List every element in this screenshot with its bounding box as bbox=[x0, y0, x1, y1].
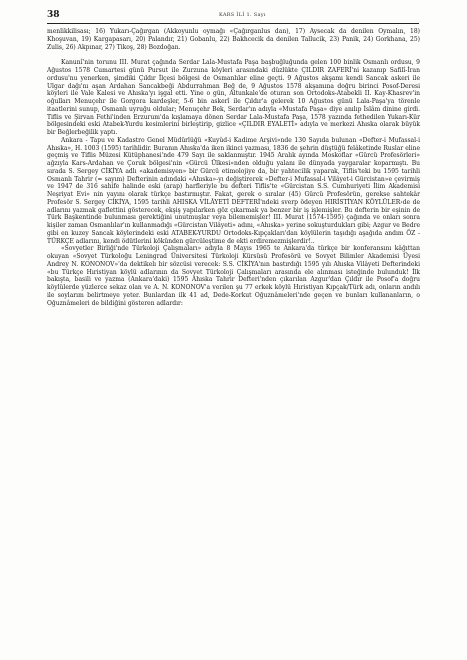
page-number: 38 bbox=[47, 10, 60, 20]
body-text bbox=[47, 28, 420, 307]
paragraph-4: «Sovyetler Birliği'nde Türkoloji Çalışmaları» adıyla 8 Mayıs 1965 te Ankara'da türkçe bir konferansını kâğıttan okuyan «Sovyet Türkoloğu Leningrad Üniversitesi Türkoloji Kürsüsü Profesörü ve Sovyet Bilimler Akademisi Üyesi Andrey N. KONONOV»'da dektikelı bir sözcüsi verecek: S.S. CİKİYA'nın bastırdığı 1595 yılı Ahıska Vilâyeti Defterindeki «bu Türkçe Hıristiyan köylü adlarının da Sovyet Türkoloji Çalışmaları arasında ele alınması isteğinde bulunduk! İlk bakışta, basili ve yazma (Ankara'daki) 1595 Ahıska Tahrir Defteri'nden çıkarılan Azgur'dan Çıldır ile Posof'a doğru köylülerde yüzlerce sekaz olan ve A. N. KONONOV'a verilen şu 77 erkek köylü Hıristiyan Kıpçak/Türk adı, onların andılı ile soylarım belirtmeye yeter. Bunlardan ilk 41 ad, Dede-Korkut Oğuznâmeleri'nde geçen ve bunları kullananların, o Oğuznâmeleri de bildiğini gösteren adlardır: bbox=[47, 245, 420, 307]
paragraph-2: Kanunî'nin torunu III. Murat çağında Serdar Lala-Mustafa Paşa başbuğluğunda gelen 100 binlik Osmanlı ordusu, 9 Ağustos 1578 Cumartesi günü Pursut ile Zurzuna köyleri arasındaki düzlükte ÇILDIR ZAFERİ'ni kazanıp Safilî-İran ordusu'nu yenerken, şimdiki Çıldır İlçesi bölgesi de Osmanlılar eline geçti. 9 Ağustos akşamı kendi Sancak askeri ile Ulgar dağı'nı aşan Ardahan Sancakbeği Abdurrahman Beğ de, 9 Ağustos 1578 akşamına doğru birinci Posof-Deresi köyleri ile Vale Kalesi ve Ahıska'yı işgal etti. Yine o gün, Altunkale'de oturan son Ortodoks-Atabekli II. Kay-Khasrev'in oğulları Menuçehr ile Gorgora kardeşler, 5-6 bin askerî ile Çıldır'a gelerek 10 Ağustos günü Lala-Paşa'ya törenle itaatlerini sunup, Osmanlı uyruğu oldular; Menuçehr Bek, Serdar'ın adıyla «Mustafa Paşa» diye anılıp İslâm dinine girdi. Tiflis ve Şirvan Fethi'inden Erzurum'da kışlamaya dönen Serdar Lala-Mustafa Paşa, 1578 yazında fethedilen Yukarı-Kür bölgesindeki eski Atabek-Yurdu kesimlerini birleştirip, gizlice «ÇILDIR EYALETİ» adıyla ve merkezi Ahıska olarak büyük bir Beğlerbeğilik yaptı. bbox=[47, 59, 420, 136]
page-header bbox=[47, 8, 417, 22]
header-rule bbox=[47, 23, 419, 24]
running-head: KARS İLİ 1. Sayı bbox=[219, 12, 266, 18]
paragraph-3: Ankara - Tapu ve Kadastro Genel Müdürlüğü «Kuyûd-i Kadime Arşivi»nde 130 Sayıda bulunan «Defter-i Mufassal-i Ahıska», H. 1003 (1595) tarihlidir. Buranın Ahıska'da iken ikinci yazması, 1836 de şehrin düştüğü felâketinde Ruslar eline geçmiş ve Tiflis Müzesi Kütüphanesi'nde 479 Sayı ile saklanmıştır. 1945 Aralık ayında Moskoflar «Gürcü Profesörleri» ağzıyla Kars-Ardahan ve Çoruk bölgesi'nin «Gürcü Ülkesi»nden olduğu yalanı ile dünyada yaygaralar koparmıştı. Bu sırada S. Sergey CİKİYA adlı «akademisyen» bir Gürcü etimolojiye da, bir yahtecilik yaparak, Tiflis'teki bu 1595 tarihli Osmanlı Tahrir (= sayım) Defterinin adındaki «Ahıska»-yı değiştirerek «Defter-i Mufassal-i Vilâyet-i Gürcistan»e çevirmiş ve 1947 de 316 sahife halinde eski (arap) harfleriyle bu defteri Tiflis'te «Gürcistan S.S. Cumhuriyeti İlim Akademisi Neşriyat Evi» nin yayını olarak türkçe bastırmıştır. Fakat, gerek o sıralar (45) Gürcü Profesörün, gerekse sahtekâr Profesör S. Sergey CİKİYA, 1595 tarihli AHISKA VİLÂYETİ DEFTERİ'ndeki sverp ödeyen HIRİSTİYAN KÖYLÜLER›de de adlarını yazmak gaflettini gösterecek, ekşiş yapılarken göz çıkarmak ya benzer bir iş işlemişler. Bu defterin bir eşinin de Türk Başkentinde bulunması gerektiğini unutmuşlar veya bilememişler! III. Murat (1574-1595) çağında ve onları sonra kişiler zaman Osmanlılar'ın kullanmadığı «Gürcistan Vilâyeti» adını, «Ahıska» yerine sokuşturdukları gibi; Azgur ve Bedre gibi en kuzey Sancak köylerindeki eski ATABEK-YURDU Ortodoks-Kıpçakları'dan köylülerin taşıdığı aşağıda andım ÖZ - TÜRKÇE adlarını, kendi ödütlerini kökünden gürcüleştime de ekti erdiremezmişlerdir!.. bbox=[47, 136, 420, 245]
paragraph-gap bbox=[47, 51, 420, 59]
paragraph-1: menlikkilisası; 16) Yukarı-Çağırgan (Akkoyunlu oymağı «Çağırganlus dan), 17) Aysecak da denilen Oymalın, 18) Khoşuvan, 19) Kargapasarı, 20) Palandır, 21) Gobanlu, 22) Bakhcecik da denilen Tallucik, 23) Panik, 24) Gorkhana, 25) Zulis, 26) Akpınar, 27) Tikoş, 28) Bozdoğan. bbox=[47, 28, 420, 51]
